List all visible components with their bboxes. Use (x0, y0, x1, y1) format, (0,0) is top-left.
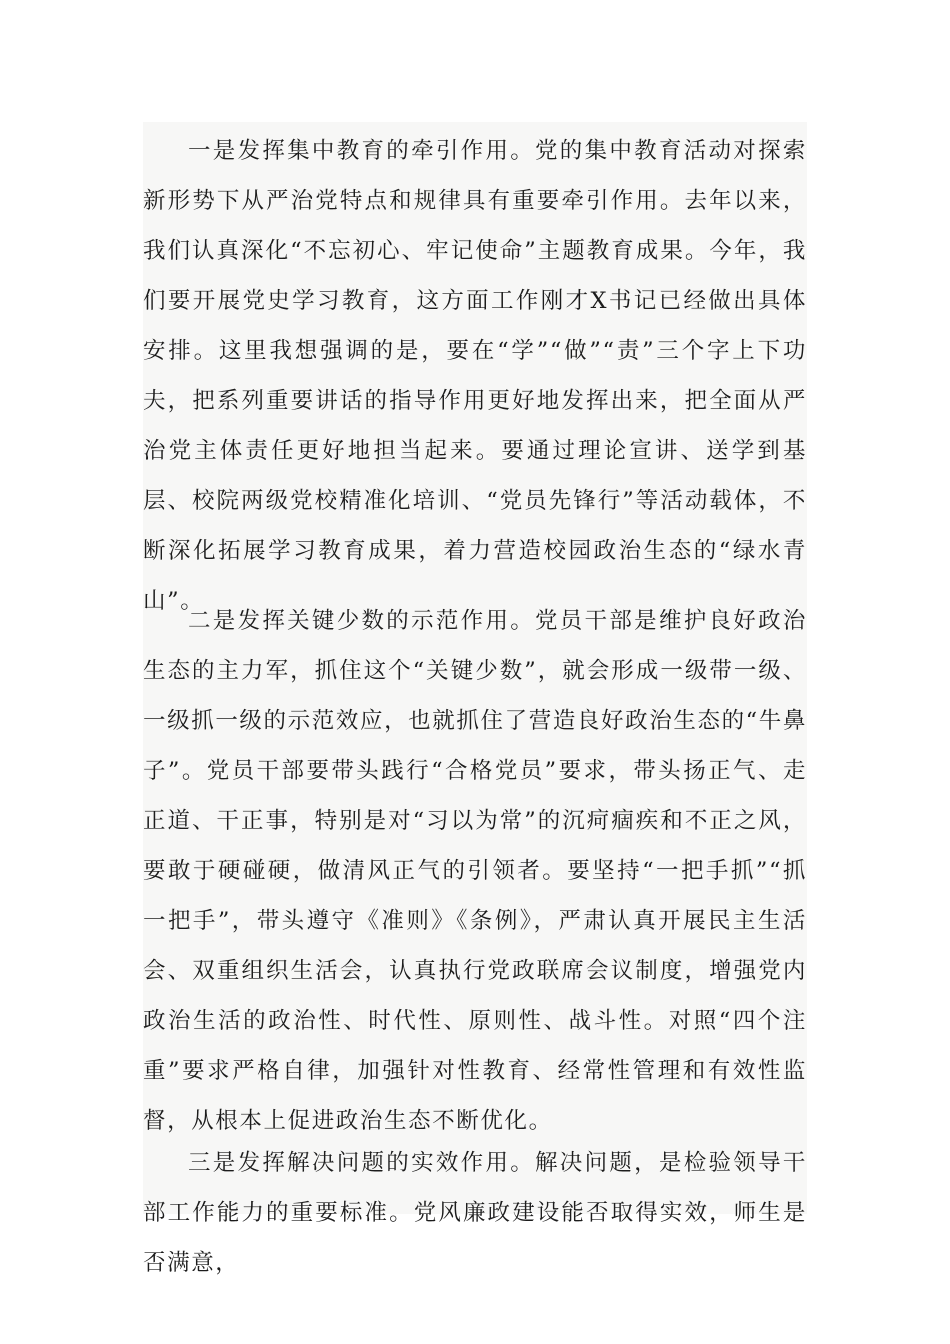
paragraph-3: 三是发挥解决问题的实效作用。解决问题，是检验领导干部工作能力的重要标准。党风廉政建设能否取得实效，师生是否满意， (143, 1150, 807, 1276)
document-body (143, 122, 807, 1276)
paragraph-2: 二是发挥关键少数的示范作用。党员干部是维护良好政治生态的主力军，抓住这个“关键少数”，就会形成一级带一级、一级抓一级的示范效应，也就抓住了营造良好政治生态的“牛鼻子”。党员干部要带头践行“合格党员”要求，带头扬正气、走正道、干正事，特别是对“习以为常”的沉疴痼疾和不正之风，要敢于硬碰硬，做清风正气的引领者。要坚持“一把手抓”“抓一把手”，带头遵守《准则》《条例》，严肃认真开展民主生活会、双重组织生活会，认真执行党政联席会议制度，增强党内政治生活的政治性、时代性、原则性、战斗性。对照“四个注重”要求严格自律，加强针对性教育、经常性管理和有效性监督，从根本上促进政治生态不断优化。 (143, 608, 807, 1134)
paragraph-1: 一是发挥集中教育的牵引作用。党的集中教育活动对探索新形势下从严治党特点和规律具有重要牵引作用。去年以来，我们认真深化“不忘初心、牢记使命”主题教育成果。今年，我们要开展党史学习教育，这方面工作刚才X书记已经做出具体安排。这里我想强调的是，要在“学”“做”“责”三个字上下功夫，把系列重要讲话的指导作用更好地发挥出来，把全面从严治党主体责任更好地担当起来。要通过理论宣讲、送学到基层、校院两级党校精准化培训、“党员先锋行”等活动载体，不断深化拓展学习教育成果，着力营造校园政治生态的“绿水青山”。 (143, 138, 807, 614)
